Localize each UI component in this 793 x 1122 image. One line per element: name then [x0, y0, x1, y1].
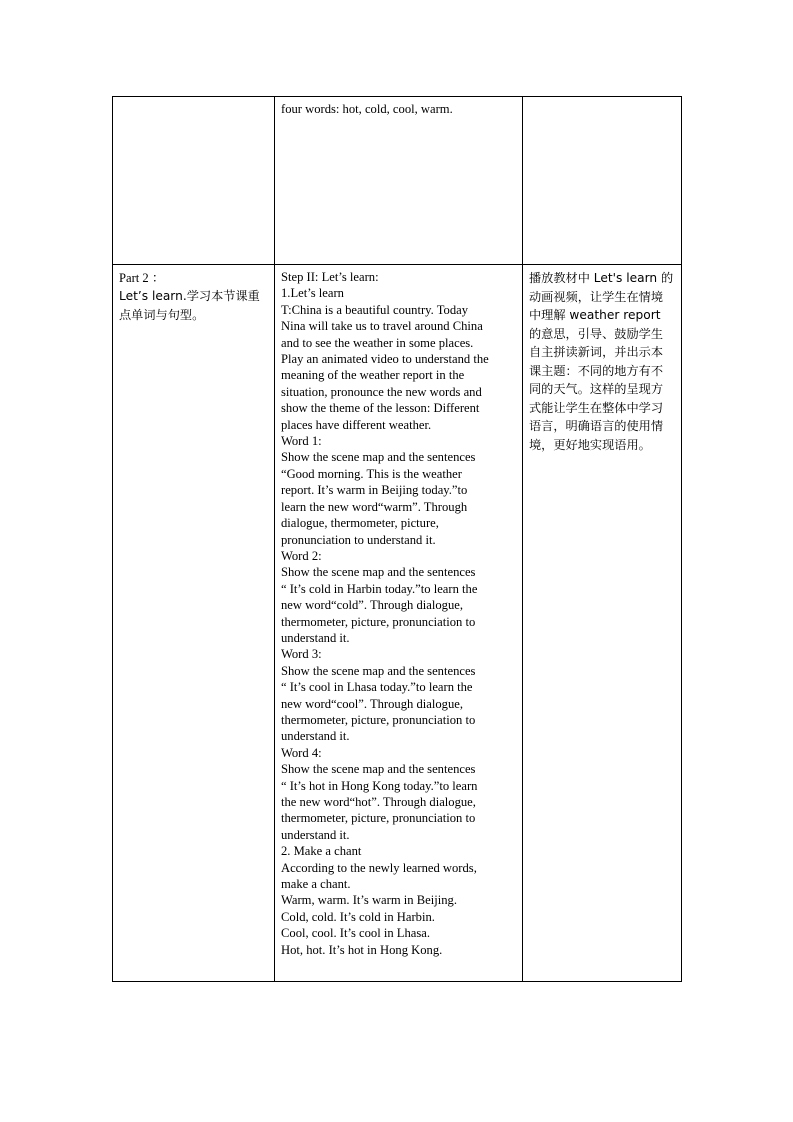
text-line: thermometer, picture, pronunciation to	[281, 811, 476, 826]
activity-lines	[281, 269, 516, 958]
text-line: According to the newly learned words,	[281, 860, 477, 875]
text-line: Show the scene map and the sentences	[281, 663, 476, 678]
purpose-text: 播放教材中 Let's learn 的动画视频，让学生在情境中理解 weather report 的意思，引导、鼓励学生自主拼读新词，并出示本课主题：不同的地方有不同的天气。这样的呈现方式能让学生在整体中学习语言，明确语言的使用情境，更好地实现语用。	[529, 271, 674, 452]
text-line: 1.Let’s learn	[281, 286, 344, 301]
text-line: learn the new word“warm”. Through	[281, 499, 468, 514]
table-cell-purpose	[523, 265, 682, 982]
text-line: Show the scene map and the sentences	[281, 565, 476, 580]
text-line: Step II: Let’s learn:	[281, 270, 379, 284]
text-line: Word 2:	[281, 548, 322, 563]
text-line: understand it.	[281, 827, 350, 842]
text-line: Word 1:	[281, 434, 322, 449]
text-line: the new word“hot”. Through dialogue,	[281, 795, 476, 809]
text-line: meaning of the weather report in the	[281, 368, 465, 383]
text-line: “ It’s cool in Lhasa today.”to learn the	[281, 680, 473, 695]
text-line: “Good morning. This is the weather	[281, 466, 462, 481]
text-line: Word 3:	[281, 647, 322, 662]
text-line: Show the scene map and the sentences	[281, 450, 476, 465]
table-cell-activity	[275, 97, 523, 265]
table-row	[113, 265, 682, 982]
text-line: Warm, warm. It’s warm in Beijing.	[281, 893, 457, 908]
text-line: thermometer, picture, pronunciation to	[281, 614, 476, 629]
text-line: 2. Make a chant	[281, 844, 362, 859]
activity-lines	[281, 101, 516, 117]
text-line: report. It’s warm in Beijing today.”to	[281, 483, 468, 498]
text-line: new word“cold”. Through dialogue,	[281, 598, 463, 613]
text-line: Show the scene map and the sentences	[281, 762, 476, 777]
text-line: Nina will take us to travel around China	[281, 319, 483, 334]
text-line: situation, pronounce the new words and	[281, 384, 482, 399]
table-cell-stage	[113, 265, 275, 982]
text-line: “ It’s hot in Hong Kong today.”to learn	[281, 778, 478, 793]
text-line: Cool, cool. It’s cool in Lhasa.	[281, 926, 431, 941]
text-line: pronunciation to understand it.	[281, 532, 436, 547]
text-line: new word“cool”. Through dialogue,	[281, 696, 463, 711]
text-line: Cold, cold. It’s cold in Harbin.	[281, 909, 435, 924]
table-cell-stage	[113, 97, 275, 265]
text-line: T:China is a beautiful country. Today	[281, 302, 469, 317]
table-cell-purpose	[523, 97, 682, 265]
text-line: Play an animated video to understand the	[281, 352, 489, 367]
text-line: thermometer, picture, pronunciation to	[281, 712, 476, 727]
text-line: Word 4:	[281, 745, 322, 760]
text-line: Hot, hot. It’s hot in Hong Kong.	[281, 942, 443, 957]
part-title: Part 2 ：	[119, 271, 165, 285]
text-line: show the theme of the lesson: Different	[281, 401, 480, 416]
text-line: places have different weather.	[281, 417, 432, 432]
lesson-plan-table	[112, 96, 682, 982]
text-line: and to see the weather in some places.	[281, 335, 474, 350]
text-line: understand it.	[281, 729, 350, 744]
table-cell-activity	[275, 265, 523, 982]
text-line: dialogue, thermometer, picture,	[281, 516, 439, 531]
text-line: four words: hot, cold, cool, warm.	[281, 102, 453, 116]
text-line: make a chant.	[281, 877, 351, 892]
text-line: understand it.	[281, 630, 350, 645]
part-description: Let’s learn.学习本节课重点单词与句型。	[119, 289, 260, 322]
text-line: “ It’s cold in Harbin today.”to learn the	[281, 581, 478, 596]
table-row	[113, 97, 682, 265]
